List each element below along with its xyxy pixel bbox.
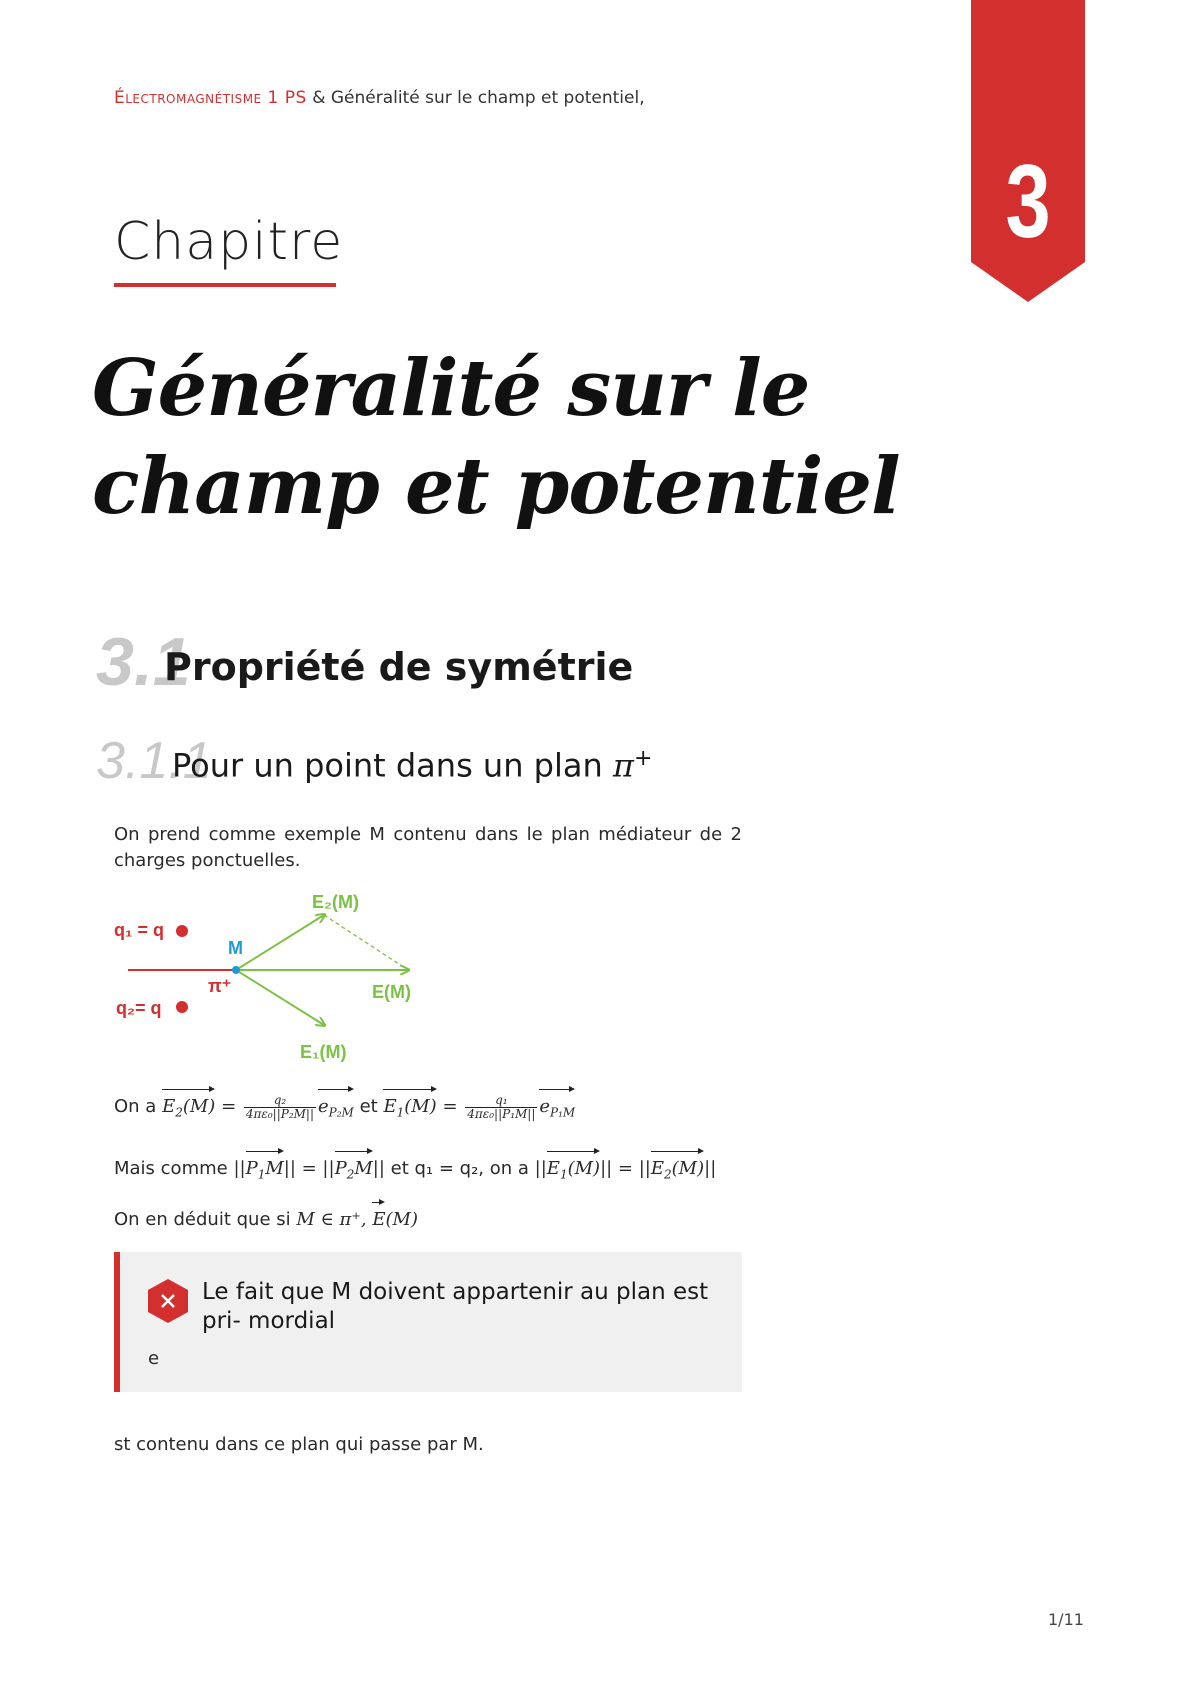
warning-box [114, 1252, 742, 1392]
subsection-number: 3.1.1 [96, 732, 212, 790]
chapter-number: 3 [1005, 144, 1051, 260]
equation-line-2 [114, 1148, 834, 1188]
point-m-dot [232, 966, 240, 974]
label-pi: π⁺ [208, 976, 232, 996]
eq1-et: et [359, 1096, 384, 1117]
subsection-title-text: Pour un point dans un plan [172, 746, 613, 785]
eq2-middle: et q₁ = q₂, on a [384, 1158, 535, 1179]
eq3-em-arg: (M) [385, 1209, 418, 1230]
header-rest: & Généralité sur le champ et potentiel, [306, 88, 645, 108]
label-m: M [228, 938, 243, 958]
label-q2: q₂= q [116, 998, 162, 1018]
fraction-q2-num: q₂ [244, 1094, 316, 1108]
chapitre-label: Chapitre [114, 212, 344, 272]
vec-e-p1m: $e_{P_1M}$ [539, 1086, 575, 1126]
fraction-q2-den: 4πε₀||P₂M|| [245, 1106, 315, 1121]
eq3-prefix: On en déduit que si [114, 1209, 297, 1230]
label-e2: E₂(M) [312, 892, 359, 912]
subsection-pi-symbol: π [612, 746, 634, 785]
section-title: Propriété de symétrie [164, 645, 634, 689]
eq3-condition: M ∈ π⁺, [296, 1209, 373, 1230]
subsection-pi-sup: + [633, 746, 653, 771]
norm-e1-e2: $||E_1(M)|| = ||E_2(M)||$ [535, 1158, 717, 1179]
charge-q1-dot [176, 925, 188, 937]
eq2-prefix: Mais comme [114, 1158, 234, 1179]
charge-q2-dot [176, 1001, 188, 1013]
parallelogram-dash [324, 915, 408, 970]
equation-line-1 [114, 1086, 834, 1126]
page-number: 1/11 [1048, 1610, 1084, 1629]
symmetry-figure [110, 888, 430, 1063]
eq1-on-a: On a [114, 1096, 163, 1117]
close-icon [148, 1279, 188, 1323]
norm-p1m: $||P_1M|| = ||P_2M||$ [233, 1158, 384, 1179]
eq1-equals-a: = [221, 1096, 237, 1117]
intro-paragraph: On prend comme exemple M contenu dans le plan médiateur de 2 charges ponctuelles. [114, 824, 742, 871]
chapter-title: Généralité sur le champ et potentiel [92, 343, 900, 532]
section-number: 3.1 [96, 624, 191, 700]
e2-vector [236, 915, 324, 970]
e1-vector [236, 970, 324, 1025]
header-subject: Électromagnétisme 1 PS [114, 88, 307, 108]
eq1-equals-b: = [442, 1096, 458, 1117]
vec-e-p2m: $e_{P_2M}$ [318, 1086, 354, 1126]
equation-line-3 [114, 1199, 742, 1233]
vec-e1m: $E_1(M)$ [383, 1086, 436, 1126]
fraction-q1-den: 4πε₀||P₁M|| [467, 1106, 536, 1121]
fraction-q1 [465, 1094, 537, 1121]
subsection-title [172, 746, 653, 785]
label-q1: q₁ = q [114, 920, 164, 940]
chapitre-underline [114, 283, 336, 287]
continuation-paragraph: st contenu dans ce plan qui passe par M. [114, 1434, 484, 1455]
vec-e2m: $E_2(M)$ [162, 1086, 215, 1126]
fraction-q2 [244, 1094, 316, 1121]
label-e1: E₁(M) [300, 1042, 347, 1062]
warning-trailing-letter: e [148, 1348, 160, 1369]
running-header [114, 88, 645, 108]
warning-text: Le fait que M doivent appartenir au plan est pri- mordial [202, 1279, 709, 1334]
fraction-q1-num: q₁ [465, 1094, 537, 1108]
vec-em: E [372, 1199, 385, 1233]
label-e: E(M) [372, 982, 411, 1002]
